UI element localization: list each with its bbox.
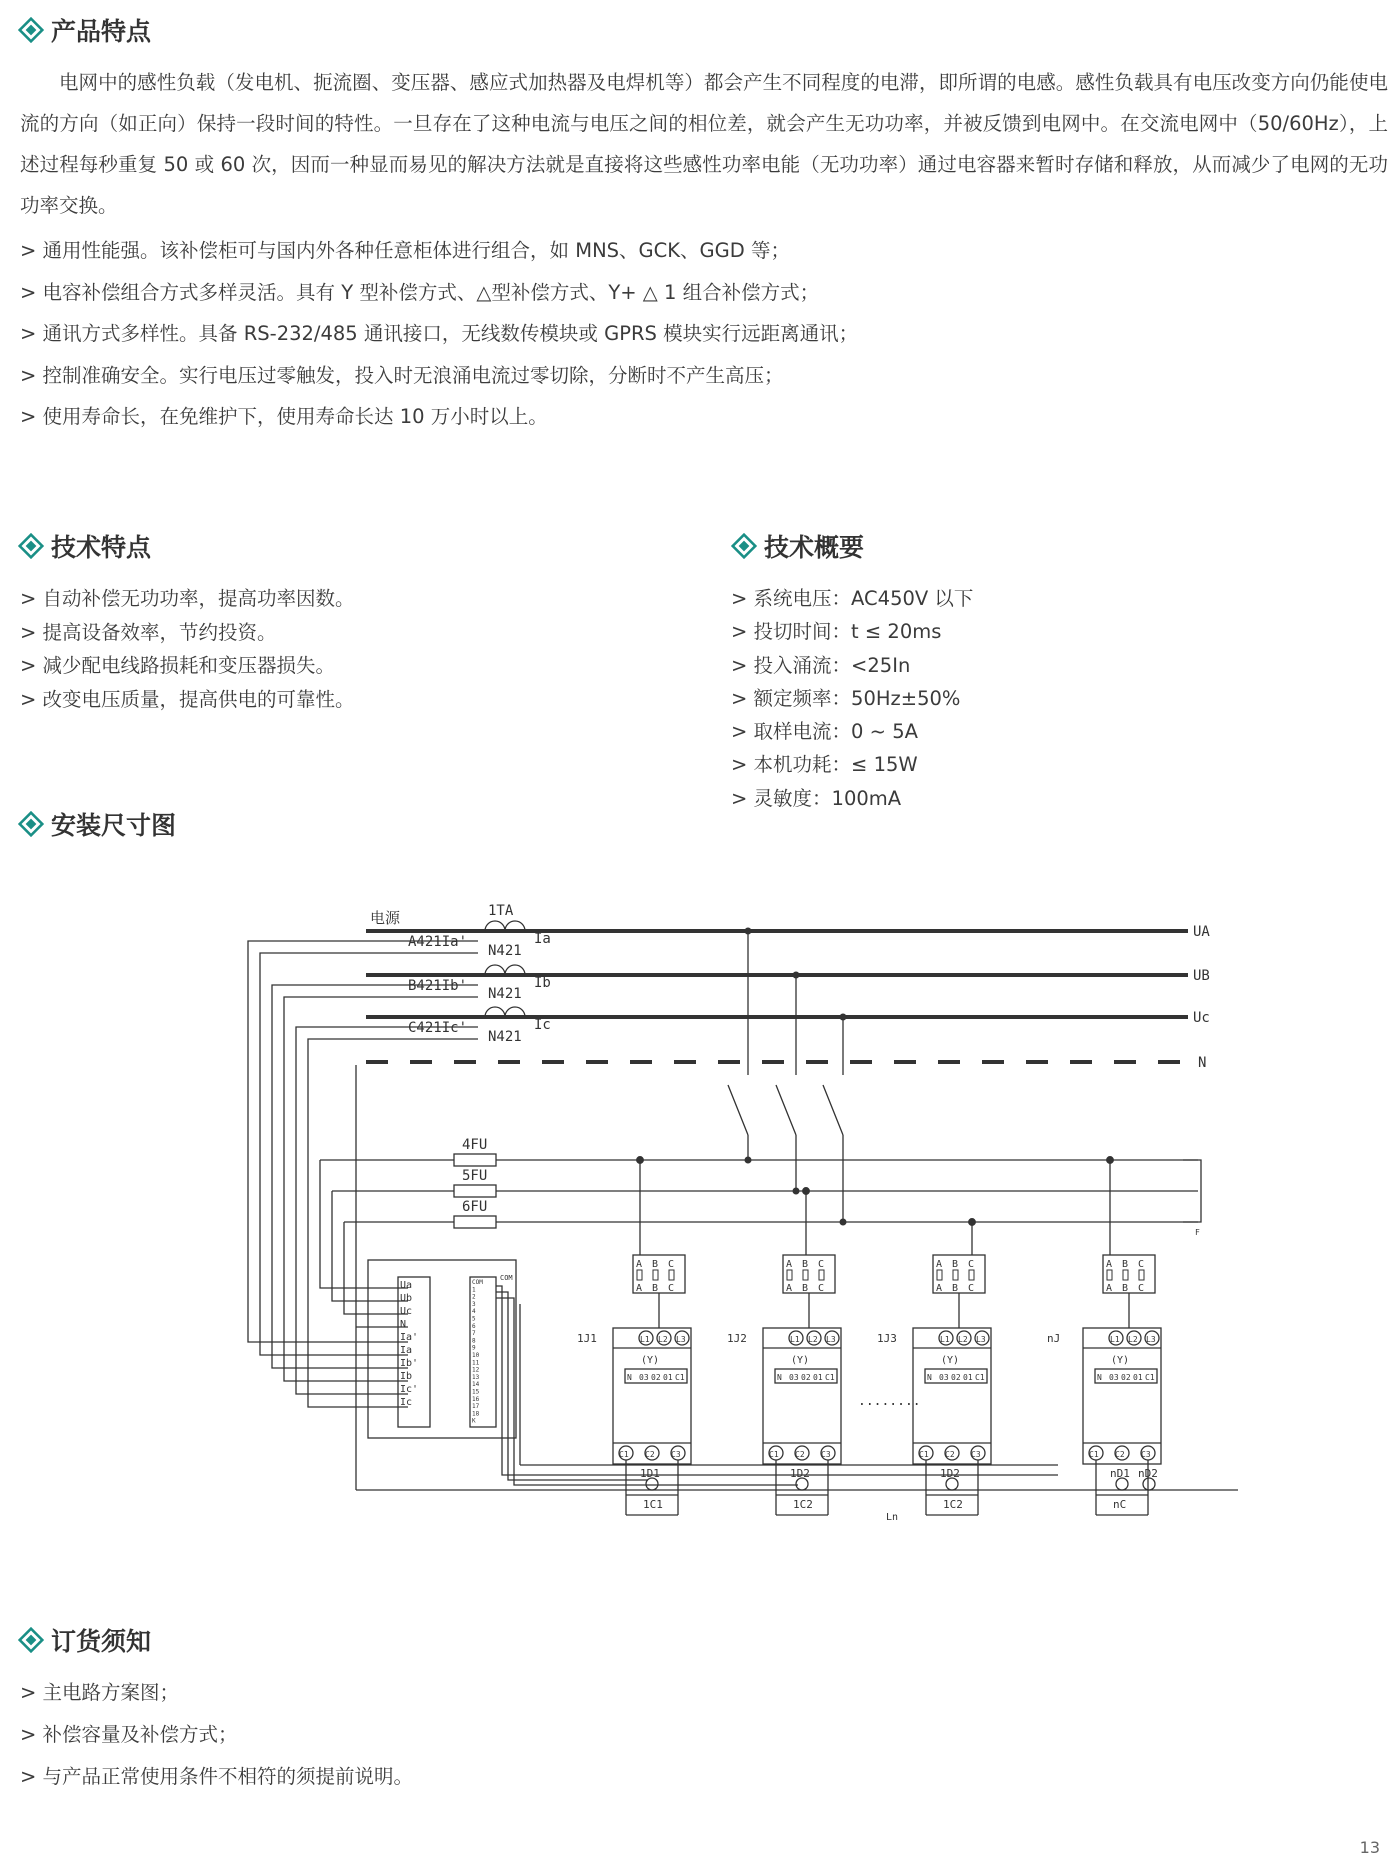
ordering-list	[20, 1672, 413, 1798]
switch-terminal-label: 02	[801, 1373, 811, 1382]
switch-input-label: L3	[676, 1335, 686, 1344]
switch-terminal-label: 02	[1121, 1373, 1131, 1382]
controller-terminal-label: Ib	[400, 1371, 413, 1382]
controller-output-label: 13	[472, 1373, 480, 1381]
switch-output-label: C2	[1115, 1450, 1125, 1459]
switch-terminal-label: C1	[825, 1373, 835, 1382]
section-title-tech-features	[18, 528, 151, 564]
controller-output-label: 18	[472, 1410, 480, 1418]
fuse-block-label-top: A	[1106, 1259, 1113, 1270]
switch-input-label: L3	[976, 1335, 986, 1344]
switch-input-label: L2	[958, 1335, 968, 1344]
controller-output-label: 16	[472, 1395, 480, 1403]
controller-output-label: 14	[472, 1381, 480, 1389]
diamond-icon	[18, 17, 44, 43]
controller-output-label: COM	[472, 1279, 483, 1286]
section-title-label: 订货须知	[51, 1627, 152, 1656]
switch-terminal-label: C1	[975, 1373, 985, 1382]
junction-dot	[803, 1188, 810, 1195]
fuse-element	[669, 1270, 674, 1280]
fuse-block-label-bottom: A	[636, 1283, 643, 1294]
unit-name-label: nJ	[1047, 1332, 1061, 1345]
controller-output-label: 4	[472, 1308, 476, 1316]
fuse-element	[819, 1270, 824, 1280]
fuse-block-label-top: A	[786, 1259, 793, 1270]
switch-output-label: C1	[919, 1450, 929, 1459]
page-number: 13	[1359, 1838, 1380, 1857]
switch-input-label: L2	[808, 1335, 818, 1344]
switch-terminal-label: 03	[789, 1373, 799, 1382]
switch-output-label: C3	[1141, 1450, 1151, 1459]
fuse-block-label-bottom: A	[786, 1283, 793, 1294]
junction-dot	[969, 1219, 976, 1226]
section-title-product-features	[18, 12, 151, 48]
list-item: > 自动补偿无功功率，提高功率因数。	[20, 582, 355, 616]
fuse-block-label-top: B	[952, 1259, 959, 1270]
fuse-block-label-top: C	[1138, 1259, 1145, 1270]
controller-output-label: 2	[472, 1293, 476, 1301]
switch-input-label: L1	[640, 1335, 650, 1344]
controller-output-label: 7	[472, 1330, 476, 1338]
fuse-block-label-bottom: B	[652, 1283, 659, 1294]
fuse-block-label-top: A	[636, 1259, 643, 1270]
capacitor-label: 1C2	[793, 1498, 813, 1511]
reactor-label: Ln	[886, 1512, 899, 1523]
list-item: > 与产品正常使用条件不相符的须提前说明。	[20, 1756, 413, 1798]
fuse-block-label-bottom: C	[968, 1283, 975, 1294]
switch-input-label: L1	[940, 1335, 950, 1344]
controller-output-label: 17	[472, 1403, 480, 1411]
list-item: > 系统电压：AC450V 以下	[731, 582, 973, 615]
list-item: > 灵敏度：100mA	[731, 782, 973, 815]
fuse-block-label-bottom: A	[936, 1283, 943, 1294]
ct-out-b: Ib	[534, 975, 551, 991]
bus-label-ua: UA	[1193, 924, 1210, 940]
fuse-4fu: 4FU	[462, 1137, 488, 1153]
switch-terminal-label: 02	[651, 1373, 661, 1382]
section-title-ordering	[18, 1622, 151, 1658]
unit-name-label: 1J1	[577, 1332, 597, 1345]
discharge-label: 1D1	[640, 1467, 660, 1480]
switch-terminal-label: N	[777, 1373, 782, 1382]
switch-input-label: L3	[1146, 1335, 1156, 1344]
unit-name-label: 1J2	[727, 1332, 747, 1345]
fuse-block-label-bottom: C	[818, 1283, 825, 1294]
controller-output-label: 5	[472, 1315, 476, 1323]
fuse-block-label-bottom: C	[1138, 1283, 1145, 1294]
fuse-block-label-top: C	[668, 1259, 675, 1270]
controller-output-label: 10	[472, 1352, 480, 1359]
wiring-diagram	[238, 895, 1238, 1595]
switch-output-label: C3	[971, 1450, 981, 1459]
switch-terminal-label: N	[927, 1373, 932, 1382]
unit-name-label: 1J3	[877, 1332, 897, 1345]
bus-label-uc: Uc	[1193, 1010, 1210, 1026]
bus-label-n: N	[1198, 1055, 1207, 1071]
product-feature-list	[20, 230, 858, 438]
list-item: > 控制准确安全。实行电压过零触发，投入时无浪涌电流过零切除，分断时不产生高压；	[20, 355, 858, 397]
switch-terminal-label: C1	[1145, 1373, 1155, 1382]
product-intro-paragraph: 电网中的感性负载（发电机、扼流圈、变压器、感应式加热器及电焊机等）都会产生不同程度的电滞，即所谓的电感。感性负载具有电压改变方向仍能使电流的方向（如正向）保持一段时间的特性。一旦存在了这种电流与电压之间的相位差，就会产生无功功率，并被反馈到电网中。在交流电网中（50/60Hz），上述过程每秒重复 50 或 60 次，因而一种显而易见的解决方法就是直接将这些感性功率电能（无功功率）通过电容器来暂时存储和释放，从而减少了电网的无功功率交换。	[20, 71, 1388, 217]
switch-terminal-label: 03	[639, 1373, 649, 1382]
controller-output-label: 8	[472, 1337, 476, 1345]
controller-terminal-label: N	[400, 1319, 407, 1330]
fuse-5fu: 5FU	[462, 1168, 488, 1184]
tech-summary-list	[731, 582, 973, 815]
ellipsis-label: ........	[858, 1394, 921, 1409]
section-title-install	[18, 806, 176, 842]
ct-neutral-b: N421	[488, 986, 522, 1002]
fuse-element	[787, 1270, 792, 1280]
switch-mode-label: (Y)	[941, 1355, 960, 1366]
switch-input-label: L1	[1110, 1335, 1120, 1344]
list-item: > 通讯方式多样性。具备 RS-232/485 通讯接口，无线数传模块或 GPRS 模块实行远距离通讯；	[20, 313, 858, 355]
list-item: > 补偿容量及补偿方式；	[20, 1714, 413, 1756]
switch-terminal-label: 01	[813, 1373, 823, 1382]
switch-input-label: L1	[790, 1335, 800, 1344]
phase-b-label: B421Ib'	[408, 978, 468, 994]
switch-mode-label: (Y)	[641, 1355, 660, 1366]
tech-feature-list	[20, 582, 355, 716]
fuse-block-label-top: B	[802, 1259, 809, 1270]
fuse-block-label-bottom: C	[668, 1283, 675, 1294]
switch-terminal-label: 01	[1133, 1373, 1143, 1382]
bus-label-ub: UB	[1193, 968, 1210, 984]
fuse-block-label-top: B	[652, 1259, 659, 1270]
discharge-label: 1D2	[940, 1467, 960, 1480]
fuse-element	[1139, 1270, 1144, 1280]
fuse-element	[1123, 1270, 1128, 1280]
section-title-label: 技术概要	[764, 533, 865, 562]
discharge-label: nD2	[1138, 1467, 1158, 1480]
list-item: > 电容补偿组合方式多样灵活。具有 Y 型补偿方式、△型补偿方式、Y+ △ 1 组合补偿方式；	[20, 272, 858, 314]
switch-terminal-label: 02	[951, 1373, 961, 1382]
switch-output-label: C2	[795, 1450, 805, 1459]
switch-terminal-label: 03	[939, 1373, 949, 1382]
switch-output-label: C3	[671, 1450, 681, 1459]
fuse-element	[969, 1270, 974, 1280]
switch-output-label: C1	[769, 1450, 779, 1459]
junction-dot	[637, 1157, 644, 1164]
discharge-label: 1D2	[790, 1467, 810, 1480]
switch-mode-label: (Y)	[791, 1355, 810, 1366]
list-item: > 提高设备效率，节约投资。	[20, 616, 355, 650]
list-item: > 本机功耗：≤ 15W	[731, 748, 973, 781]
junction-dot	[1107, 1157, 1114, 1164]
controller-terminal-label: Ib'	[400, 1358, 419, 1369]
phase-a-label: A421Ia'	[408, 934, 468, 950]
list-item: > 减少配电线路损耗和变压器损失。	[20, 649, 355, 683]
fuse-element	[937, 1270, 942, 1280]
controller-terminal-label: Ic	[400, 1397, 413, 1408]
controller-output-label: 6	[472, 1322, 476, 1330]
list-item: > 投切时间：t ≤ 20ms	[731, 615, 973, 648]
section-title-label: 安装尺寸图	[51, 811, 177, 840]
section-title-tech-summary	[731, 528, 864, 564]
fuse-6fu: 6FU	[462, 1199, 488, 1215]
capacitor-label: 1C2	[943, 1498, 963, 1511]
ct-neutral-c: N421	[488, 1029, 522, 1045]
switch-output-label: C1	[619, 1450, 629, 1459]
pe-label: F	[1195, 1228, 1200, 1237]
switch-input-label: L2	[1128, 1335, 1138, 1344]
switch-terminal-label: C1	[675, 1373, 685, 1382]
controller-output-label: K	[472, 1417, 476, 1425]
diamond-icon	[731, 533, 757, 559]
fuse-block-label-bottom: B	[1122, 1283, 1129, 1294]
capacitor-label: nC	[1113, 1498, 1127, 1511]
fuse-block-label-bottom: B	[802, 1283, 809, 1294]
switch-mode-label: (Y)	[1111, 1355, 1130, 1366]
ct-label: 1TA	[488, 903, 514, 919]
switch-terminal-label: 01	[663, 1373, 673, 1382]
controller-terminal-label: Uc	[400, 1306, 413, 1317]
controller-output-label: 11	[472, 1359, 480, 1367]
fuse-block-label-bottom: A	[1106, 1283, 1113, 1294]
controller-output-label: 12	[472, 1366, 480, 1374]
fuse-block-label-top: A	[936, 1259, 943, 1270]
switch-input-label: L3	[826, 1335, 836, 1344]
controller-terminal-label: Ia	[400, 1345, 413, 1356]
capacitor-label: 1C1	[643, 1498, 663, 1511]
switch-terminal-label: N	[627, 1373, 632, 1382]
controller-terminal-label: Ua	[400, 1280, 413, 1291]
switch-input-label: L2	[658, 1335, 668, 1344]
controller-output-label: 15	[472, 1388, 480, 1396]
controller-com-label: COM	[500, 1274, 513, 1282]
list-item: > 改变电压质量，提高供电的可靠性。	[20, 683, 355, 717]
fuse-block-label-top: B	[1122, 1259, 1129, 1270]
switch-output-label: C3	[821, 1450, 831, 1459]
controller-terminal-label: Ia'	[400, 1332, 419, 1343]
phase-c-label: C421Ic'	[408, 1020, 468, 1036]
list-item: > 通用性能强。该补偿柜可与国内外各种任意柜体进行组合，如 MNS、GCK、GGD 等；	[20, 230, 858, 272]
fuse-element	[1107, 1270, 1112, 1280]
controller-terminal-label: Ic'	[400, 1384, 419, 1395]
fuse-element	[953, 1270, 958, 1280]
controller-output-label: 9	[472, 1344, 476, 1352]
ct-out-a: Ia	[534, 931, 551, 947]
fuse-element	[637, 1270, 642, 1280]
section-title-label: 产品特点	[51, 17, 152, 46]
list-item: > 取样电流：0 ~ 5A	[731, 715, 973, 748]
list-item: > 额定频率：50Hz±50%	[731, 682, 973, 715]
diamond-icon	[18, 1627, 44, 1653]
discharge-label: nD1	[1110, 1467, 1130, 1480]
fuse-element	[803, 1270, 808, 1280]
fuse-element	[653, 1270, 658, 1280]
fuse-block-label-bottom: B	[952, 1283, 959, 1294]
diamond-icon	[18, 811, 44, 837]
switch-output-label: C2	[645, 1450, 655, 1459]
power-source-label: 电源	[370, 909, 401, 927]
fuse-block-label-top: C	[968, 1259, 975, 1270]
list-item: > 使用寿命长，在免维护下，使用寿命长达 10 万小时以上。	[20, 396, 858, 438]
controller-terminal-label: Ub	[400, 1293, 413, 1304]
switch-terminal-label: 03	[1109, 1373, 1119, 1382]
switch-output-label: C1	[1089, 1450, 1099, 1459]
switch-terminal-label: 01	[963, 1373, 973, 1382]
switch-output-label: C2	[945, 1450, 955, 1459]
controller-output-label: 3	[472, 1300, 476, 1308]
controller-output-label: 1	[472, 1286, 476, 1294]
section-title-label: 技术特点	[51, 533, 152, 562]
list-item: > 主电路方案图；	[20, 1672, 413, 1714]
diamond-icon	[18, 533, 44, 559]
list-item: > 投入涌流：<25In	[731, 649, 973, 682]
ct-neutral-a: N421	[488, 943, 522, 959]
ct-out-c: Ic	[534, 1017, 551, 1033]
switch-terminal-label: N	[1097, 1373, 1102, 1382]
fuse-block-label-top: C	[818, 1259, 825, 1270]
